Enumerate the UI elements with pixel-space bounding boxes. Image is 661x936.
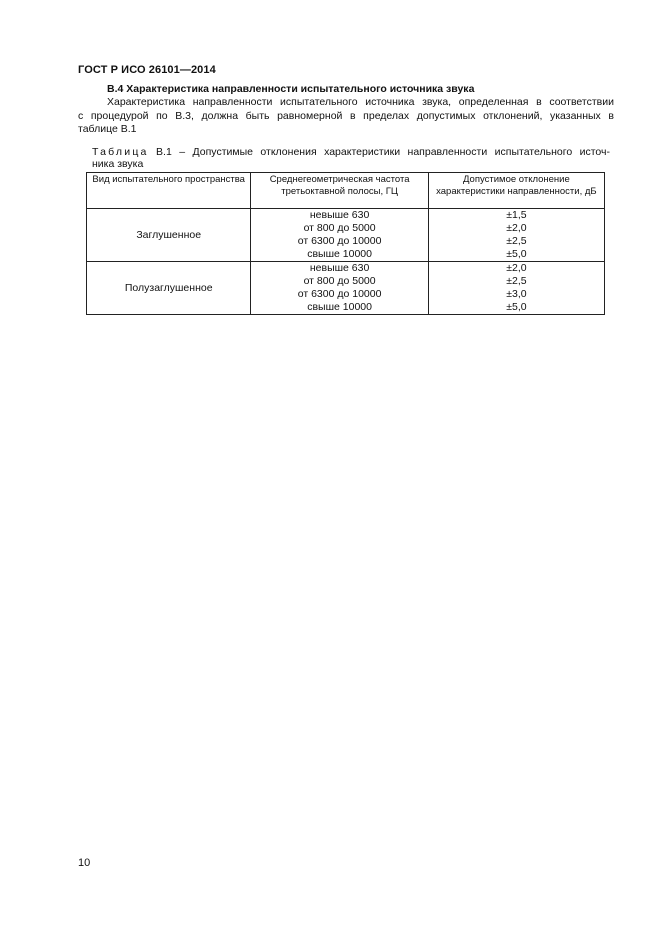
header-space-type: Вид испытательного пространства [87,173,251,209]
cell-frequencies [251,262,428,315]
frequency-value: свыше 10000 [307,248,372,260]
table-header-row [87,173,605,209]
deviation-value: ±3,0 [506,288,527,300]
deviation-table [86,172,605,315]
frequency-value: от 800 до 5000 [303,275,376,287]
frequency-value: от 800 до 5000 [303,222,376,234]
cell-space-type: Заглушенное [87,209,251,262]
table-row [87,262,605,315]
table-caption-text: В.1 – Допустимые отклонения характеристики направленности испытательного источ- [148,146,610,158]
deviation-value: ±5,0 [506,301,527,313]
paragraph-line: с процедурой по В.3, должна быть равномерной в пределах допустимых отклонений, указанных в [78,109,614,122]
deviation-value: ±2,5 [506,275,527,287]
frequency-value: от 6300 до 10000 [297,235,382,247]
frequency-value: свыше 10000 [307,301,372,313]
section-title: В.4 Характеристика направленности испытательного источника звука [107,83,475,95]
cell-frequencies [251,209,428,262]
page-number: 10 [78,857,91,869]
frequency-value: от 6300 до 10000 [297,288,382,300]
cell-space-type: Полузаглушенное [87,262,251,315]
table-caption-line [92,146,610,158]
document-header-code: ГОСТ Р ИСО 26101—2014 [78,64,216,76]
table-caption-label: Таблица [92,146,149,158]
table-row [87,209,605,262]
deviation-value: ±2,5 [506,235,527,247]
paragraph-line: таблице В.1 [78,123,137,135]
header-deviation: Допустимое отклонение характеристики направленности, дБ [428,173,604,209]
cell-deviations [428,209,604,262]
header-frequency: Среднегеометрическая частота третьоктавной полосы, ГЦ [251,173,428,209]
deviation-value: ±1,5 [506,209,527,221]
deviation-value: ±2,0 [506,222,527,234]
deviation-value: ±5,0 [506,248,527,260]
body-paragraph [78,96,614,137]
table-caption [92,146,610,170]
frequency-value: невыше 630 [309,209,370,221]
deviation-value: ±2,0 [506,262,527,274]
paragraph-line: Характеристика направленности испытательного источника звука, определенная в соответствии [107,96,614,108]
table-caption-line: ника звука [92,158,144,170]
frequency-value: невыше 630 [309,262,370,274]
cell-deviations [428,262,604,315]
